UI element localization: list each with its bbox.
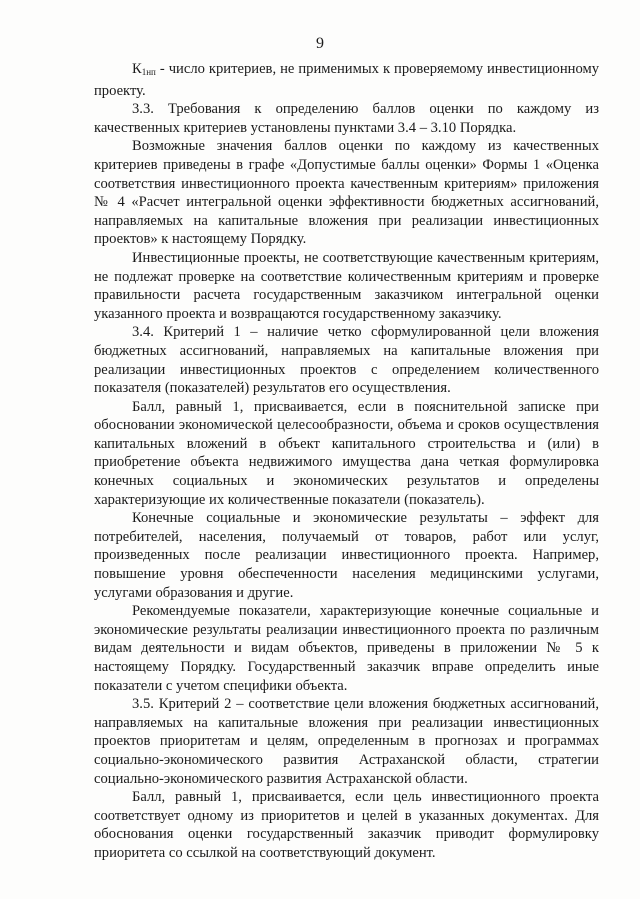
paragraph-3-3: 3.3. Требования к определению баллов оценки по каждому из качественных критериев установлены пунктами 3.4 – 3.10 Порядка.: [94, 101, 599, 136]
paragraph-final-results: Конечные социальные и экономические результаты – эффект для потребителей, населения, получаемый от товаров, работ или услуг, произведенных после реализации инвестиционного проекта. Например, повышение уровня обеспеченности населения медицинскими услугами, услугами образования и другие.: [94, 510, 599, 601]
page-number: 9: [316, 35, 324, 52]
paragraph-criterion-2-score: Балл, равный 1, присваивается, если цель инвестиционного проекта соответствует одному из приоритетов и целей в указанных документах. Для обоснования оценки государственный заказчик приводит формулировку приоритета со ссылкой на соответствующий документ.: [94, 789, 599, 861]
paragraph-criterion-1-score: Балл, равный 1, присваивается, если в пояснительной записке при обосновании экономической целесообразности, объема и сроков осуществления капитальных вложений в объект капитального строительства и (или) в приобретение объекта недвижимого имущества дана четкая формулировка конечных социальных и экономических результатов и определены характеризующие их количественные показатели (показатель).: [94, 398, 599, 508]
symbol-k: К: [132, 61, 142, 77]
paragraph-text: - число критериев, не применимых к проверяемому инвестиционному проекту.: [94, 61, 599, 99]
paragraph-k1np-definition: [94, 60, 599, 100]
symbol-subscript: 1нп: [141, 67, 156, 77]
paragraph-3-4: 3.4. Критерий 1 – наличие четко сформулированной цели вложения бюджетных ассигнований, направляемых на капитальные вложения при реализации инвестиционных проектов с определением количественного показателя (показателей) результатов его осуществления.: [94, 324, 599, 397]
paragraph-3-5: 3.5. Критерий 2 – соответствие цели вложения бюджетных ассигнований, направляемых на капитальные вложения при реализации инвестиционных проектов приоритетам и целям, определенным в прогнозах и программах социально-экономического развития Астраханской области, стратегии социально-экономического развития Астраханской области.: [94, 696, 599, 787]
document-body: [94, 60, 599, 863]
paragraph-recommended-indicators: Рекомендуемые показатели, характеризующие конечные социальные и экономические результаты реализации инвестиционного проекта по различным видам деятельности и видам объектов, приведены в приложении № 5 к настоящему Порядку. Государственный заказчик вправе определить иные показатели с учетом специфики объекта.: [94, 603, 599, 694]
paragraph-score-values: Возможные значения баллов оценки по каждому из качественных критериев приведены в графе «Допустимые баллы оценки» Формы 1 «Оценка соответствия инвестиционного проекта качественным критериям» приложения № 4 «Расчет интегральной оценки эффективности бюджетных ассигнований, направляемых на капитальные вложения при реализации инвестиционных проектов» к настоящему Порядку.: [94, 138, 599, 248]
paragraph-nonconforming-projects: Инвестиционные проекты, не соответствующие качественным критериям, не подлежат проверке на соответствие количественным критериям и проверке правильности расчета государственным заказчиком интегральной оценки указанного проекта и возвращаются государственному заказчику.: [94, 249, 599, 322]
